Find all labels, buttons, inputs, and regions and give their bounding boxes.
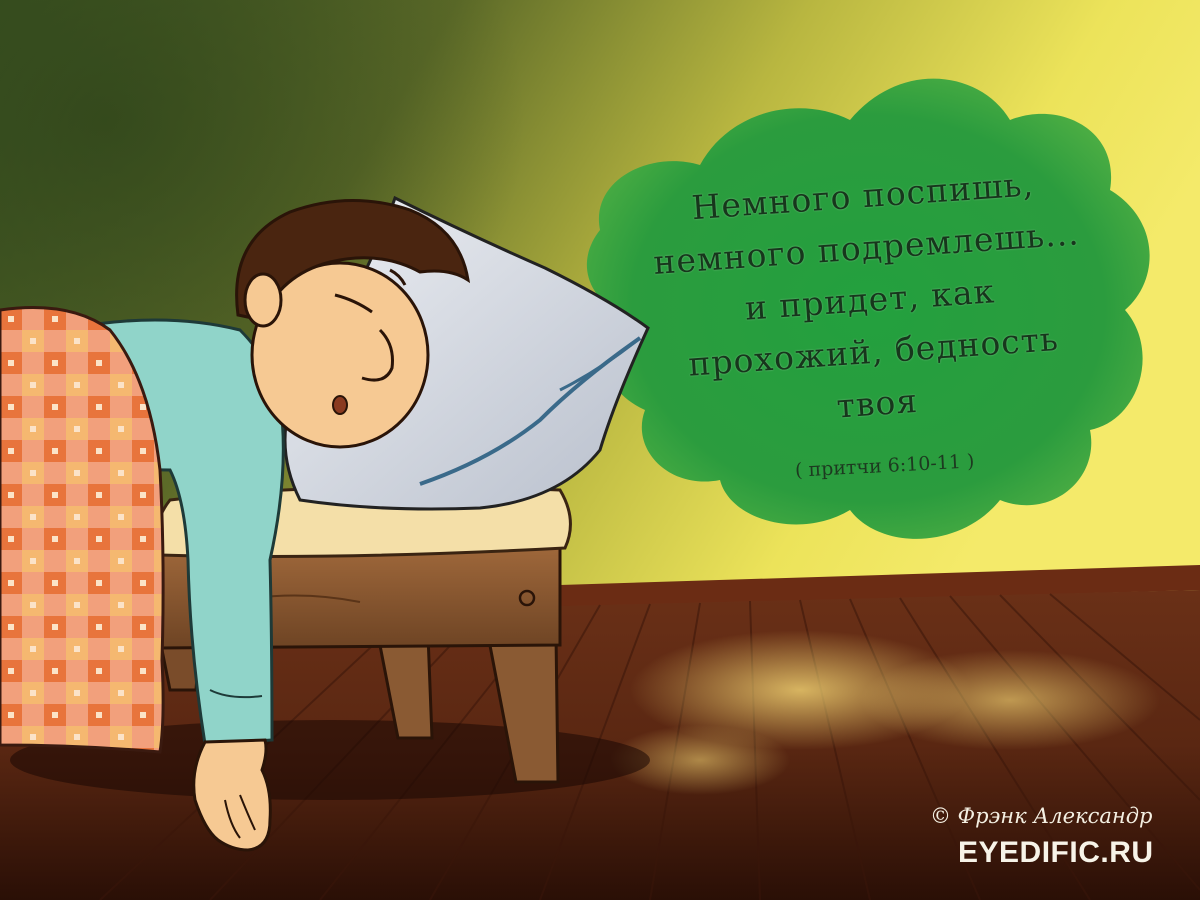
quote-line: прохожий, бедность (687, 318, 1061, 384)
copyright-credit: © Фрэнк Александр (930, 804, 1153, 828)
quote-line: немного подремлешь... (652, 213, 1081, 282)
quote-line: и придет, как (743, 271, 997, 328)
quote-line: твоя (835, 380, 920, 426)
quote-line: Немного поспишь, (690, 164, 1036, 228)
proverb-quote (602, 152, 1139, 448)
quote-reference: ( притчи 6:10-11 ) (794, 450, 975, 482)
site-watermark: EYEDIFIC.RU (958, 836, 1154, 869)
